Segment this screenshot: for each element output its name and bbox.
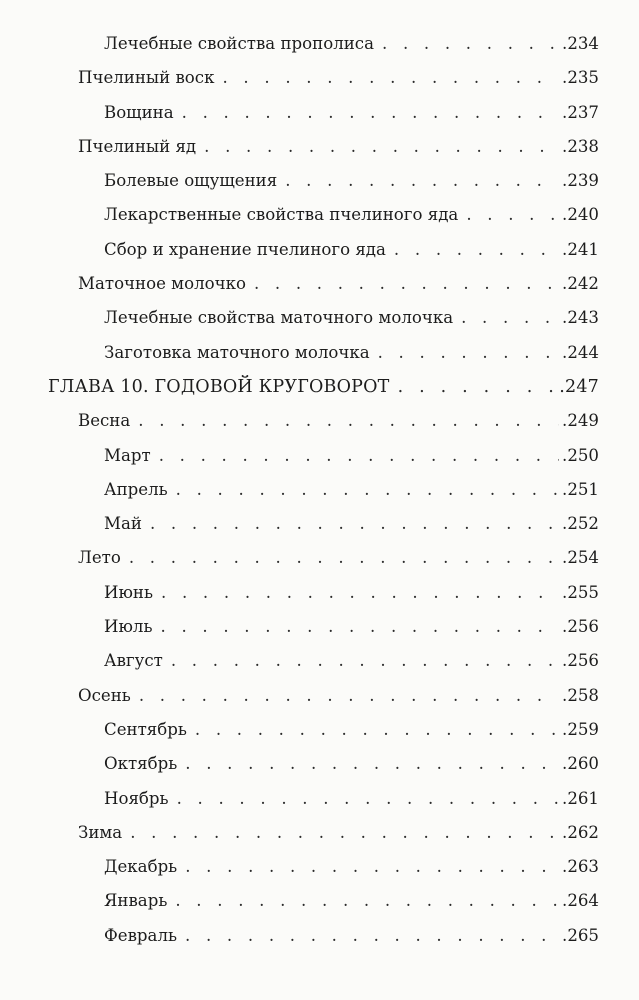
- toc-entry-page-number: .264: [562, 891, 599, 911]
- toc-entry-page-number: .263: [562, 857, 599, 877]
- toc-entry: [48, 27, 599, 61]
- toc-entry-title: ГЛАВА 10. ГОДОВОЙ КРУГОВОРОТ: [48, 376, 390, 397]
- toc-chapter-entry: [48, 370, 599, 404]
- toc-entry-page-number: .259: [562, 719, 599, 739]
- toc-entry: [48, 267, 599, 301]
- toc-entry-title: Июль: [104, 617, 153, 637]
- dot-leader: [171, 644, 559, 678]
- dot-leader: [461, 301, 559, 335]
- dot-leader: [204, 130, 559, 164]
- dot-leader: [466, 198, 559, 232]
- toc-entry-title: Маточное молочко: [78, 274, 246, 294]
- toc-entry: [48, 336, 599, 370]
- toc-entry-title: Ноябрь: [104, 788, 169, 808]
- toc-entry-page-number: .238: [562, 136, 599, 156]
- toc-entry: [48, 919, 599, 953]
- toc-entry-title: Лечебные свойства маточного молочка: [104, 308, 454, 328]
- dot-leader: [129, 541, 559, 575]
- toc-entry-page-number: .252: [562, 514, 599, 534]
- toc-entry-page-number: .241: [562, 239, 599, 259]
- dot-leader: [382, 27, 559, 61]
- toc-entry-page-number: .262: [562, 822, 599, 842]
- toc-entry: [48, 679, 599, 713]
- toc-entry-page-number: .243: [562, 308, 599, 328]
- toc-entry-page-number: .261: [562, 788, 599, 808]
- toc-entry-title: Лекарственные свойства пчелиного яда: [104, 205, 459, 225]
- toc-entry-title: Март: [104, 445, 151, 465]
- toc-entry: [48, 233, 599, 267]
- toc-entry-title: Сбор и хранение пчелиного яда: [104, 239, 386, 259]
- toc-entry-page-number: .255: [562, 582, 599, 602]
- toc-entry-title: Пчелиный яд: [78, 136, 197, 156]
- dot-leader: [195, 713, 559, 747]
- toc-entry-title: Вощина: [104, 102, 174, 122]
- toc-entry: [48, 198, 599, 232]
- toc-entry-page-number: .247: [559, 376, 599, 397]
- toc-entry-title: Зима: [78, 822, 123, 842]
- toc-entry-page-number: .265: [562, 925, 599, 945]
- toc-entry-page-number: .256: [562, 651, 599, 671]
- toc-entry-title: Август: [104, 651, 163, 671]
- toc-entry-title: Болевые ощущения: [104, 171, 278, 191]
- toc-entry: [48, 541, 599, 575]
- dot-leader: [150, 507, 559, 541]
- toc-entry-title: Январь: [104, 891, 168, 911]
- toc-entry-page-number: .244: [562, 342, 599, 362]
- toc-entry-page-number: .258: [562, 685, 599, 705]
- toc-entry: [48, 473, 599, 507]
- toc-entry: [48, 164, 599, 198]
- toc-entry: [48, 301, 599, 335]
- toc-entry: [48, 507, 599, 541]
- toc-entry-title: Октябрь: [104, 754, 178, 774]
- dot-leader: [285, 164, 559, 198]
- dot-leader: [161, 576, 559, 610]
- toc-entry-title: Июнь: [104, 582, 154, 602]
- toc-entry: [48, 61, 599, 95]
- dot-leader: [159, 439, 559, 473]
- toc-entry: [48, 404, 599, 438]
- toc-entry-page-number: .249: [562, 411, 599, 431]
- toc-entry: [48, 713, 599, 747]
- dot-leader: [175, 884, 559, 918]
- dot-leader: [130, 816, 559, 850]
- toc-entry-title: Весна: [78, 411, 131, 431]
- dot-leader: [182, 96, 559, 130]
- dot-leader: [394, 233, 559, 267]
- toc-entry-page-number: .239: [562, 171, 599, 191]
- dot-leader: [185, 850, 559, 884]
- toc-entry: [48, 816, 599, 850]
- toc-entry-page-number: .260: [562, 754, 599, 774]
- toc-entry-page-number: .234: [562, 34, 599, 53]
- toc-entry-title: Заготовка маточного молочка: [104, 342, 370, 362]
- dot-leader: [185, 747, 559, 781]
- toc-entry-page-number: .240: [562, 205, 599, 225]
- toc-entry-title: Апрель: [104, 479, 168, 499]
- toc-entry: [48, 782, 599, 816]
- toc-entry: [48, 884, 599, 918]
- dot-leader: [222, 61, 559, 95]
- dot-leader: [398, 370, 557, 404]
- toc-entry-page-number: .237: [562, 102, 599, 122]
- toc-entry-page-number: .251: [562, 479, 599, 499]
- table-of-contents: [48, 27, 599, 953]
- toc-entry: [48, 130, 599, 164]
- dot-leader: [161, 610, 560, 644]
- toc-entry-title: Май: [104, 514, 142, 534]
- dot-leader: [177, 782, 559, 816]
- dot-leader: [185, 919, 559, 953]
- toc-entry-page-number: .235: [562, 68, 599, 88]
- toc-entry-page-number: .254: [562, 548, 599, 568]
- toc-entry: [48, 576, 599, 610]
- toc-entry-title: Лечебные свойства прополиса: [104, 34, 374, 53]
- toc-entry-title: Декабрь: [104, 857, 178, 877]
- toc-entry-title: Сентябрь: [104, 719, 187, 739]
- dot-leader: [176, 473, 559, 507]
- toc-entry: [48, 96, 599, 130]
- toc-entry: [48, 644, 599, 678]
- toc-entry-title: Февраль: [104, 925, 178, 945]
- toc-entry-title: Осень: [78, 685, 131, 705]
- dot-leader: [378, 336, 559, 370]
- toc-entry-page-number: .250: [562, 445, 599, 465]
- toc-entry-page-number: .242: [562, 274, 599, 294]
- toc-entry: [48, 610, 599, 644]
- dot-leader: [254, 267, 559, 301]
- dot-leader: [139, 679, 559, 713]
- toc-entry-title: Лето: [78, 548, 121, 568]
- toc-entry: [48, 439, 599, 473]
- toc-entry: [48, 850, 599, 884]
- dot-leader: [138, 404, 559, 438]
- toc-entry-title: Пчелиный воск: [78, 68, 215, 88]
- toc-entry: [48, 747, 599, 781]
- toc-entry-page-number: .256: [562, 617, 599, 637]
